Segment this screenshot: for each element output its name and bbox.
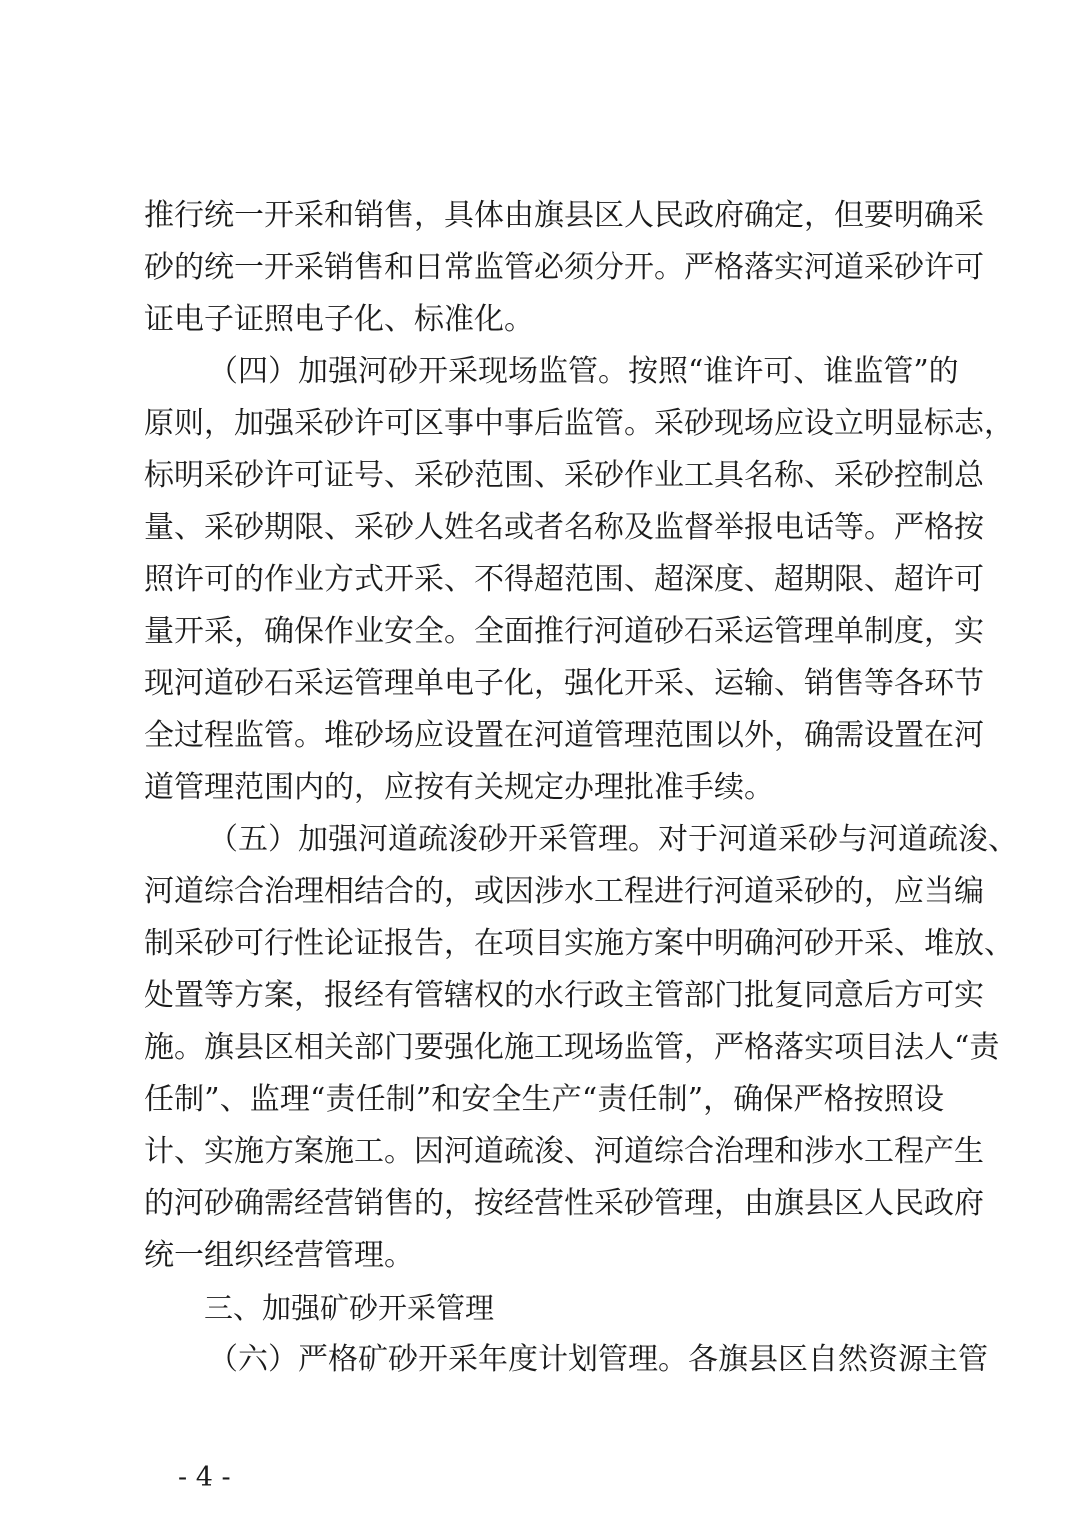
text-line-16: 处置等方案，报经有管辖权的水行政主管部门批复同意后方可实	[144, 978, 984, 1013]
text-line-3: 证电子证照电子化、标准化。	[144, 302, 534, 337]
section-heading-3: 三、加强矿砂开采管理	[204, 1291, 495, 1325]
text-line-1: 推行统一开采和销售，具体由旗县区人民政府确定，但要明确采	[144, 198, 984, 233]
text-line-17: 施。旗县区相关部门要强化施工现场监管，严格落实项目法人“责	[144, 1030, 1000, 1065]
text-line-14: 河道综合治理相结合的，或因涉水工程进行河道采砂的，应当编	[144, 874, 984, 909]
text-line-7: 量、采砂期限、采砂人姓名或者名称及监督举报电话等。严格按	[144, 510, 984, 545]
text-line-12: 道管理范围内的，应按有关规定办理批准手续。	[144, 770, 774, 805]
section-5-first-line: （五）加强河道疏浚砂开采管理。对于河道采砂与河道疏浚、	[208, 822, 1018, 857]
text-line-21: 统一组织经营管理。	[144, 1238, 414, 1273]
text-line-20: 的河砂确需经营销售的，按经营性采砂管理，由旗县区人民政府	[144, 1186, 984, 1221]
text-line-18: 任制”、监理“责任制”和安全生产“责任制”，确保严格按照设	[144, 1082, 944, 1117]
text-line-15: 制采砂可行性论证报告，在项目实施方案中明确河砂开采、堆放、	[144, 926, 1014, 961]
text-line-19: 计、实施方案施工。因河道疏浚、河道综合治理和涉水工程产生	[144, 1134, 984, 1169]
text-line-10: 现河道砂石采运管理单电子化，强化开采、运输、销售等各环节	[144, 666, 984, 701]
text-line-11: 全过程监管。堆砂场应设置在河道管理范围以外，确需设置在河	[144, 718, 984, 753]
text-line-5: 原则，加强采砂许可区事中事后监管。采砂现场应设立明显标志，	[144, 406, 1014, 441]
text-line-2: 砂的统一开采销售和日常监管必须分开。严格落实河道采砂许可	[144, 250, 984, 285]
text-line-8: 照许可的作业方式开采、不得超范围、超深度、超期限、超许可	[144, 562, 984, 597]
section-6-first-line: （六）严格矿砂开采年度计划管理。各旗县区自然资源主管	[208, 1342, 988, 1377]
page-number: - 4 -	[178, 1462, 231, 1493]
text-line-9: 量开采，确保作业安全。全面推行河道砂石采运管理单制度，实	[144, 614, 984, 649]
section-4-first-line: （四）加强河砂开采现场监管。按照“谁许可、谁监管”的	[208, 354, 959, 389]
text-line-6: 标明采砂许可证号、采砂范围、采砂作业工具名称、采砂控制总	[144, 458, 984, 493]
